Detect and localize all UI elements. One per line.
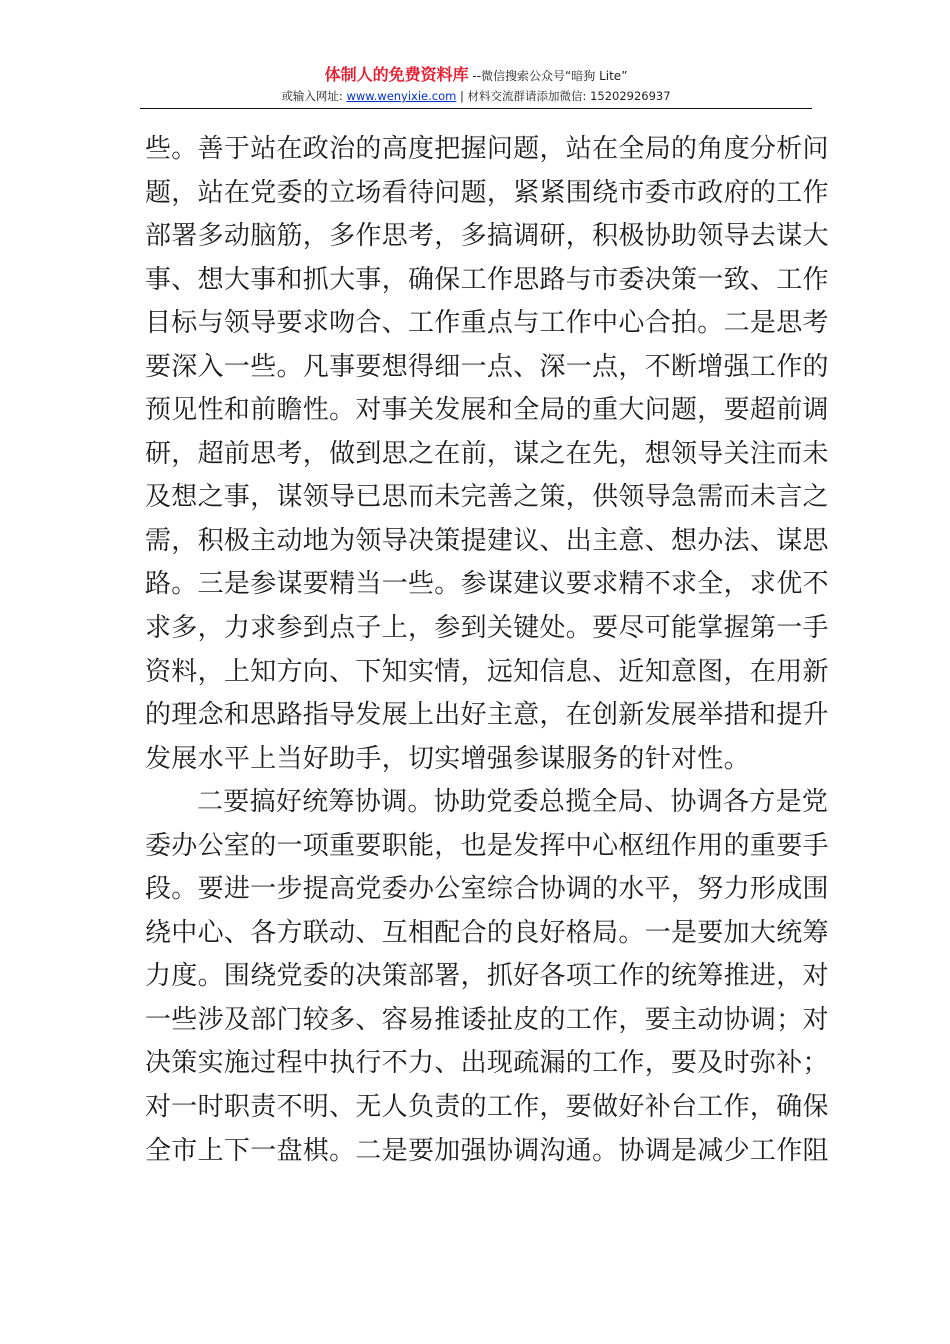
text-line: 事、想大事和抓大事，确保工作思路与市委决策一致、工作	[145, 264, 829, 295]
url-prefix: 或输入网址:	[281, 89, 347, 103]
text-line: 绕中心、各方联动、互相配合的良好格局。一是要加大统筹	[145, 917, 829, 948]
text-line: 段。要进一步提高党委办公室综合协调的水平，努力形成围	[145, 874, 829, 905]
text-line: 部署多动脑筋，多作思考，多搞调研，积极协助领导去谋大	[145, 221, 829, 252]
text-line: 及想之事，谋领导已思而未完善之策，供领导急需而未言之	[145, 482, 829, 513]
text-line: 对一时职责不明、无人负责的工作，要做好补台工作，确保	[145, 1092, 829, 1123]
text-line: 题，站在党委的立场看待问题，紧紧围绕市委市政府的工作	[145, 177, 829, 208]
text-line: 发展水平上当好助手，切实增强参谋服务的针对性。	[145, 743, 750, 774]
document-header	[140, 64, 812, 105]
header-divider	[140, 108, 812, 109]
text-line: 决策实施过程中执行不力、出现疏漏的工作，要及时弥补；	[145, 1048, 829, 1079]
text-line: 资料，上知方向、下知实情，远知信息、近知意图，在用新	[145, 656, 829, 687]
text-line: 全市上下一盘棋。二是要加强协调沟通。协调是减少工作阻	[145, 1135, 829, 1166]
text-line: 需，积极主动地为领导决策提建议、出主意、想办法、谋思	[145, 525, 829, 556]
paragraph-first-line: 二要搞好统筹协调。协助党委总揽全局、协调各方是党	[197, 787, 829, 818]
text-line: 目标与领导要求吻合、工作重点与工作中心合拍。二是思考	[145, 308, 829, 339]
text-line: 路。三是参谋要精当一些。参谋建议要求精不求全，求优不	[145, 569, 829, 600]
website-link[interactable]: www.wenyixie.com	[346, 89, 457, 103]
text-line: 研，超前思考，做到思之在前，谋之在先，想领导关注而未	[145, 438, 829, 469]
body-text	[145, 128, 829, 1173]
text-line: 要深入一些。凡事要想得细一点、深一点，不断增强工作的	[145, 351, 829, 382]
text-line: 力度。围绕党委的决策部署，抓好各项工作的统筹推进，对	[145, 961, 829, 992]
header-slogan: --微信搜索公众号“暗狗 Lite”	[468, 69, 628, 83]
text-line: 委办公室的一项重要职能，也是发挥中心枢纽作用的重要手	[145, 830, 829, 861]
text-line: 求多，力求参到点子上，参到关键处。要尽可能掌握第一手	[145, 613, 829, 644]
text-line: 一些涉及部门较多、容易推诿扯皮的工作，要主动协调；对	[145, 1004, 829, 1035]
brand-title: 体制人的免费资料库	[324, 65, 469, 84]
header-contact-line	[140, 87, 812, 105]
text-line: 的理念和思路指导发展上出好主意，在创新发展举措和提升	[145, 700, 829, 731]
header-title-line	[140, 64, 812, 87]
text-line: 些。善于站在政治的高度把握问题，站在全局的角度分析问	[145, 134, 829, 164]
text-line: 预见性和前瞻性。对事关发展和全局的重大问题，要超前调	[145, 395, 829, 426]
contact-info: | 材料交流群请添加微信: 15202926937	[456, 89, 671, 103]
